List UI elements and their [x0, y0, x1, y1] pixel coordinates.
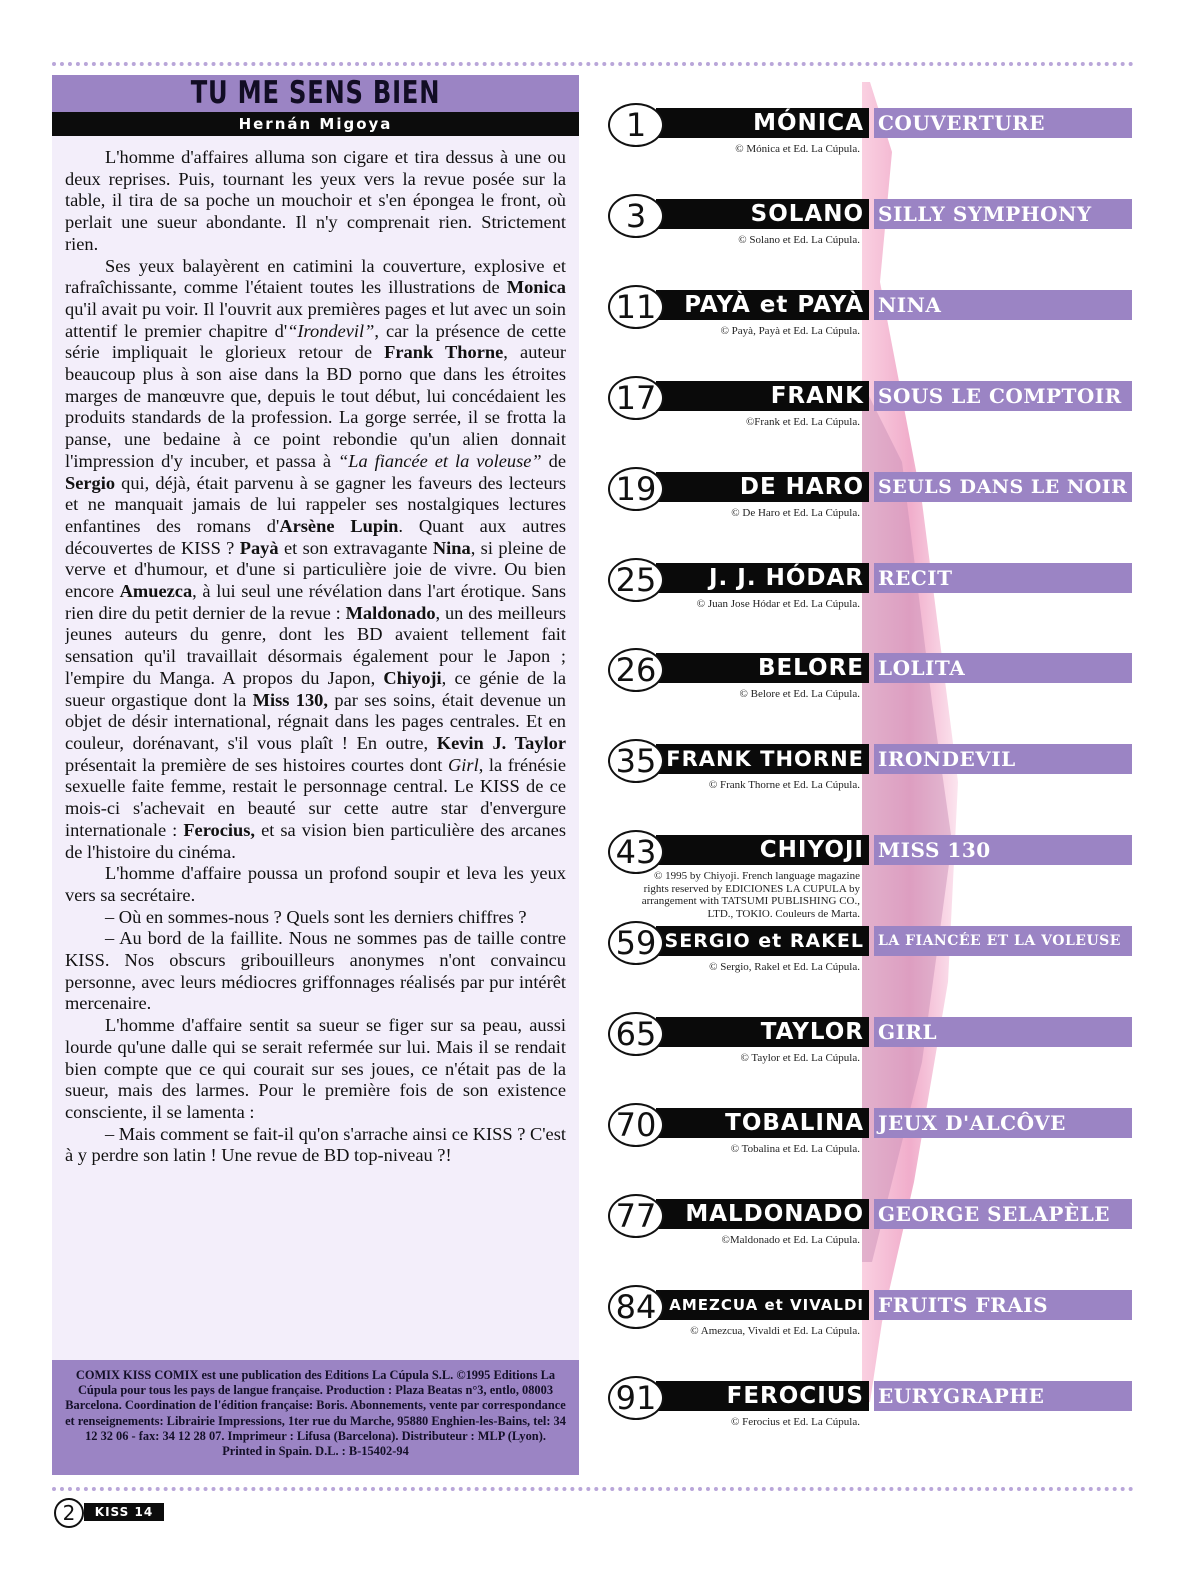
- article-text-run: Sergio: [65, 472, 116, 493]
- article-paragraph: [65, 928, 566, 1015]
- article-text-run: . Quant aux autres découvertes de KISS ?: [65, 515, 566, 558]
- article-text-run: Amuezca: [119, 581, 193, 602]
- article-text-run: présentait la première de ses histoires courtes dont: [65, 754, 449, 775]
- toc-entry: [608, 1376, 1138, 1464]
- article-text-run: , car la présence de cette série impliquait le glorieux retour de: [65, 320, 566, 363]
- top-dotted-rule: [52, 62, 1134, 66]
- toc-author: TAYLOR: [760, 1019, 864, 1045]
- article-text-run: , la frénésie sexuelle faite femme, restait le personnage central. Le KISS de ce mois-ci s'achevait en beauté sur cette autre star d'envergure internationale :: [65, 754, 566, 840]
- article-text-run: Payà: [239, 537, 279, 558]
- toc-author: BELORE: [757, 655, 864, 682]
- toc-author: AMEZCUA et VIVALDI: [669, 1295, 864, 1314]
- toc-title-bar: [874, 744, 1132, 774]
- toc-entry: [608, 739, 1138, 827]
- publication-credits: [52, 1360, 579, 1475]
- article-text-run: Ferocius,: [183, 819, 256, 840]
- toc-title-bar: [874, 199, 1132, 229]
- toc-author: J. J. HÓDAR: [708, 564, 864, 591]
- toc-story-title: EURYGRAPHE: [878, 1383, 1045, 1408]
- article-text-run: Nina: [432, 537, 471, 558]
- toc-author-bar: [656, 1199, 869, 1229]
- article-paragraph: [65, 1124, 566, 1167]
- toc-story-title: FRUITS FRAIS: [878, 1292, 1049, 1317]
- toc-page-number: 84: [608, 1285, 664, 1329]
- toc-copyright: ©Frank et Ed. La Cúpula.: [745, 415, 860, 428]
- toc-title-bar: [874, 1290, 1132, 1320]
- article-text-run: et son extravagante: [278, 537, 433, 558]
- toc-copyright: © Payà, Payà et Ed. La Cúpula.: [720, 324, 860, 337]
- toc-copyright: © Taylor et Ed. La Cúpula.: [740, 1052, 860, 1064]
- toc-title-bar: [874, 1017, 1132, 1047]
- toc-title-bar: [874, 926, 1132, 956]
- article-text-run: “La fiancée et la voleuse”: [338, 450, 542, 471]
- toc-title-bar: [874, 1108, 1132, 1138]
- toc-entry: [608, 558, 1138, 646]
- toc-author-bar: [656, 199, 869, 229]
- article-text-run: et sa vision bien particulière des arcanes de l'histoire du cinéma.: [65, 819, 566, 862]
- article-text-run: Chiyoji: [383, 667, 442, 688]
- toc-entry: [608, 376, 1138, 464]
- article-paragraph: [65, 147, 566, 256]
- article-paragraph: [65, 256, 566, 864]
- article-text-run: qui, déjà, était parvenu à se gagner les faveurs des lecteurs et ne manquait jamais de lui rappeler ses nostalgiques lectures enfantines des romans d': [65, 472, 566, 536]
- toc-page-number: 19: [608, 467, 664, 511]
- toc-story-title: COUVERTURE: [878, 111, 1046, 135]
- article-text-run: – Mais comment se fait-il qu'on s'arrache ainsi ce KISS ? C'est à y perdre son latin ! Une revue de BD top-niveau ?!: [65, 1123, 566, 1166]
- toc-author-bar: [656, 290, 869, 320]
- article-text-run: L'homme d'affaires alluma son cigare et tira dessus à une ou deux reprises. Puis, tournant les yeux vers la revue posée sur la table, il tira de sa poche un mouchoir et s'en épongea le front, où perlait une sueur abondante. Il n'y comprenait rien. Strictement rien.: [65, 147, 566, 254]
- toc-copyright: ©Maldonado et Ed. La Cúpula.: [721, 1233, 860, 1246]
- toc-story-title: LA FIANCÉE ET LA VOLEUSE: [878, 933, 1121, 950]
- article-text-run: , si pleine de verve et d'humour, et d'une si particulière joie de vivre. Ou bien encore: [65, 537, 566, 602]
- toc-copyright: © Ferocius et Ed. La Cúpula.: [730, 1415, 860, 1428]
- toc-page-number: 65: [608, 1012, 664, 1056]
- toc-story-title: GIRL: [878, 1020, 938, 1044]
- toc-copyright: © Solano et Ed. La Cúpula.: [738, 233, 860, 246]
- toc-author-bar: [656, 1108, 869, 1138]
- toc-author-bar: [656, 1290, 869, 1320]
- article-text-run: “Irondevil”: [287, 320, 375, 341]
- toc-author: SOLANO: [750, 200, 864, 227]
- toc-copyright: © Belore et Ed. La Cúpula.: [739, 688, 860, 701]
- toc-entry: [608, 1103, 1138, 1191]
- article-text-run: Arsène Lupin: [279, 515, 399, 536]
- toc-page-number: 25: [608, 558, 664, 602]
- article-text-run: Ses yeux balayèrent en catimini la couverture, explosive et rafraîchissante, comme l'étaient toutes les illustrations de: [65, 255, 566, 298]
- toc-story-title: MISS 130: [878, 838, 991, 863]
- toc-page-number: 17: [608, 376, 664, 420]
- toc-title-bar: [874, 653, 1132, 683]
- toc-copyright: © De Haro et Ed. La Cúpula.: [731, 506, 860, 519]
- toc-copyright: © Sergio, Rakel et Ed. La Cúpula.: [709, 961, 860, 974]
- article-text-run: , un des meilleurs jeunes auteurs du genre, dont les BD avaient tellement fait sensation qu'il travaillait désormais également pour le Japon ; l'empire du Manga. A propos du Japon,: [65, 602, 566, 688]
- toc-entry: [608, 1285, 1138, 1373]
- toc-author-bar: [656, 835, 869, 865]
- toc-page-number: 11: [608, 285, 664, 329]
- toc-author: DE HARO: [739, 473, 864, 500]
- toc-page-number: 1: [608, 103, 664, 147]
- toc-entry: [608, 103, 1138, 191]
- article-text-run: de: [541, 450, 566, 471]
- toc-entry: [608, 194, 1138, 282]
- article-text-run: – Où en sommes-nous ? Quels sont les derniers chiffres ?: [105, 906, 527, 927]
- article-text-run: par ses soins, était devenue un objet de désir international, régnait dans les pages centrales. Et en couleur, dorénavant, s'il vous plaît ! En outre,: [65, 689, 566, 753]
- toc-author-bar: [656, 472, 869, 502]
- page-number: 2: [54, 1498, 84, 1528]
- article-text-run: Frank Thorne: [384, 342, 504, 363]
- toc-story-title: SILLY SYMPHONY: [878, 201, 1092, 226]
- toc-story-title: JEUX D'ALCÔVE: [878, 1110, 1066, 1135]
- toc-copyright: © Frank Thorne et Ed. La Cúpula.: [708, 779, 860, 792]
- article-text-run: Miss 130,: [252, 689, 328, 710]
- toc-entry: [608, 830, 1138, 918]
- toc-author-bar: [656, 1017, 869, 1047]
- article-text-run: , à lui seul une révélation dans l'art érotique. Sans rien dire du petit dernier de la revue :: [65, 581, 566, 623]
- bottom-dotted-rule: [52, 1487, 1134, 1491]
- toc-author: CHIYOJI: [759, 837, 864, 864]
- toc-story-title: GEORGE SELAPÈLE: [878, 1201, 1111, 1226]
- toc-page-number: 77: [608, 1194, 664, 1238]
- toc-title-bar: [874, 563, 1132, 593]
- toc-author-bar: [656, 563, 869, 593]
- article-text-run: – Au bord de la faillite. Nous ne sommes pas de taille contre KISS. Nos obscurs gribouilleurs anonymes n'ont convaincu personne, avec leurs médiocres griffonnages réalisés par pur intérêt mercenaire.: [65, 928, 566, 1014]
- article-paragraph: [65, 1015, 566, 1124]
- toc-title-bar: [874, 1381, 1132, 1411]
- toc-copyright: © Mónica et Ed. La Cúpula.: [735, 143, 860, 155]
- toc-story-title: SOUS LE COMPTOIR: [878, 383, 1122, 408]
- toc-title-bar: [874, 290, 1132, 320]
- article-text-run: Monica: [506, 277, 566, 298]
- toc-page-number: 91: [608, 1376, 664, 1420]
- article-body: [65, 147, 566, 1347]
- toc-story-title: LOLITA: [878, 656, 966, 681]
- toc-entry: [608, 648, 1138, 736]
- credits-text: COMIX KISS COMIX est une publication des Editions La Cúpula S.L. ©1995 Editions La Cúpula pour tous les pays de langue française. Production : Plaza Beatas n°3, entlo, 08003 Barcelona. Coordination de l'édition française: Boris. Abonnements, vente par correspondance et renseignements: Librairie Impressions, 1ter rue du Marche, 95880 Enghien-les-Bains, tel: 34 12 32 06 - fax: 34 12 28 07. Imprimeur : Lifusa (Barcelona). Distributeur : MLP (Lyon). Printed in Spain. D.L. : B-15402-94: [65, 1368, 566, 1459]
- toc-author: MALDONADO: [685, 1200, 864, 1227]
- toc-author: TOBALINA: [725, 1109, 864, 1136]
- toc-page-number: 43: [608, 830, 664, 874]
- toc-page-number: 70: [608, 1103, 664, 1147]
- toc-author: PAYÀ et PAYÀ: [684, 291, 864, 318]
- toc-entry: [608, 1012, 1138, 1100]
- toc-page-number: 35: [608, 739, 664, 783]
- article-text-run: Maldonado: [345, 602, 436, 623]
- toc-author-bar: [656, 744, 869, 774]
- toc-author: FRANK: [770, 382, 864, 409]
- article-text-run: qu'il avait pu voir. Il l'ouvrit aux premières pages et lut avec un soin attentif le premier chapitre d': [65, 298, 566, 341]
- toc-author: FRANK THORNE: [666, 747, 864, 772]
- article-paragraph: [65, 863, 566, 906]
- toc-entry: [608, 285, 1138, 373]
- toc-story-title: IRONDEVIL: [878, 747, 1016, 772]
- toc-story-title: NINA: [878, 292, 942, 317]
- toc-author: SERGIO et RAKEL: [664, 930, 864, 953]
- article-text-run: , ce génie de la sueur orgastique dont la: [65, 667, 566, 710]
- toc-page-number: 3: [608, 194, 664, 238]
- toc-author-bar: [656, 926, 869, 956]
- article-author-band: [52, 112, 579, 136]
- toc-author-bar: [656, 653, 869, 683]
- toc-author-bar: [656, 108, 869, 138]
- toc-entry: [608, 921, 1138, 1009]
- toc-author: MÓNICA: [753, 110, 864, 136]
- toc-story-title: RECIT: [878, 565, 953, 590]
- toc-author-bar: [656, 1381, 869, 1411]
- article-text-run: Girl: [448, 754, 479, 775]
- article-text-run: Kevin J. Taylor: [436, 732, 566, 753]
- article-text-run: L'homme d'affaire sentit sa sueur se figer sur sa peau, aussi lourde qu'une dalle qui se serait refermée sur lui. Mais il se rendait bien compte que ce qui courait sur ses joues, ce n'était pas de la sueur, mais des larmes. Pour le première fois de son existence consciente, il se lamenta :: [65, 1015, 566, 1122]
- article-title-band: [52, 75, 579, 112]
- toc-title-bar: [874, 472, 1132, 502]
- article-text-run: , auteur beaucoup plus à son aise dans la BD porno que dans les étroites marges de manœuvre que, depuis le tout début, lui concédaient les produits standards de la profession. La gorge serrée, il se frotta la panse, une bedaine à ce point rebondie qu'un alien donnait l'impression d'y incuber, et passa à: [65, 342, 566, 471]
- toc-entry: [608, 1194, 1138, 1282]
- toc-copyright: © Tobalina et Ed. La Cúpula.: [730, 1142, 860, 1155]
- toc-title-bar: [874, 1199, 1132, 1229]
- magazine-issue-label: KISS 14: [84, 1503, 164, 1521]
- toc-author-bar: [656, 381, 869, 411]
- toc-title-bar: [874, 381, 1132, 411]
- toc-title-bar: [874, 835, 1132, 865]
- toc-entry: [608, 467, 1138, 555]
- toc-story-title: SEULS DANS LE NOIR: [878, 475, 1128, 498]
- toc-page-number: 26: [608, 648, 664, 692]
- article-author: Hernán Migoya: [238, 115, 393, 133]
- article-text-run: L'homme d'affaire poussa un profond soupir et leva les yeux vers sa secrétaire.: [65, 863, 566, 905]
- toc-copyright: © 1995 by Chiyoji. French language magazine rights reserved by EDICIONES LA CUPULA by arrangement with TATSUMI PUBLISHING CO., LTD., TOKIO. Couleurs de Marta.: [641, 870, 860, 920]
- article-title: TU ME SENS BIEN: [190, 75, 441, 111]
- article-panel: [52, 75, 579, 1475]
- toc-title-bar: [874, 108, 1132, 138]
- article-paragraph: [65, 907, 566, 929]
- toc-page-number: 59: [608, 921, 664, 965]
- toc-author: FEROCIUS: [726, 1382, 864, 1409]
- toc-copyright: © Amezcua, Vivaldi et Ed. La Cúpula.: [690, 1324, 860, 1337]
- toc-copyright: © Juan Jose Hódar et Ed. La Cúpula.: [696, 597, 860, 610]
